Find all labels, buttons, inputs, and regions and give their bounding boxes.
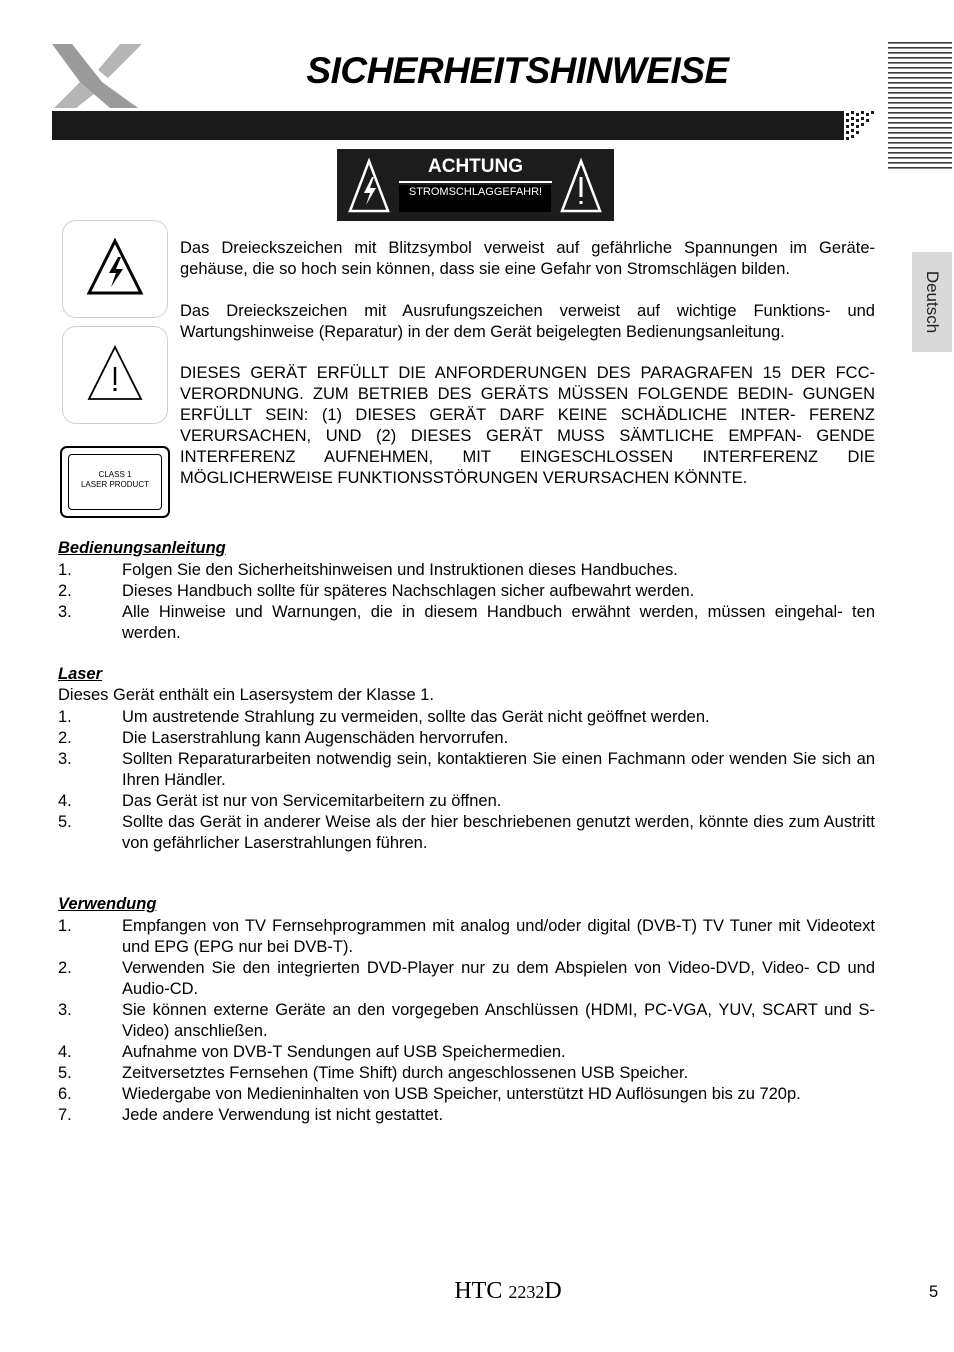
language-tab[interactable] xyxy=(912,252,952,352)
header-bar-pattern xyxy=(838,111,884,140)
list-item: 1. Folgen Sie den Sicherheitshinweisen und Instruktionen dieses Handbuches. xyxy=(58,561,678,579)
laser-class-label xyxy=(60,446,170,518)
section-heading-laser: Laser xyxy=(58,665,103,683)
laser-intro: Dieses Gerät enthält ein Lasersystem der Klasse 1. xyxy=(58,686,435,704)
exclamation-triangle-icon xyxy=(559,157,603,215)
model-prefix: HTC xyxy=(454,1278,503,1304)
page-number: 5 xyxy=(929,1283,939,1301)
list-item: 3. Sie können externe Geräte an den vorgegeben Anschlüssen (HDMI, PC-VGA, YUV, SCART und S-Video) anschließen. xyxy=(58,1001,875,1040)
header-bar xyxy=(52,111,842,140)
list-item: 5. Zeitversetztes Fernsehen (Time Shift) durch angeschlossenen USB Speicher. xyxy=(58,1064,689,1082)
lightning-triangle-icon xyxy=(85,237,145,297)
bedienungsanleitung-list xyxy=(58,560,875,644)
exclamation-icon-card xyxy=(62,326,168,424)
warning-heading: ACHTUNG xyxy=(428,156,523,177)
intro-paragraph-fcc: DIESES GERÄT ERFÜLLT DIE ANFORDERUNGEN DES PARAGRAFEN 15 DER FCC-VERORDNUNG. ZUM BETRIEB DES GERÄTS MÜSSEN FOLGENDE BEDIN- GUNGEN ERFÜLLT SEIN: (1) DIESES GERÄT DARF KEINE SCHÄDLICHE INTER- FERENZ VERURSACHEN, UND (2) DIESES GERÄT MUSS SÄMTLICHE EMPFAN- GENDE INTERFERENZ AUFNEHMEN, MIT EINGESCHLOSSEN INTERFERENZ DIE MÖGLICHERWEISE FUNKTIONSSTÖRUNGEN VERURSACHEN KÖNNTE. xyxy=(180,364,875,487)
corner-stripes xyxy=(888,42,952,172)
section-heading-verwendung: Verwendung xyxy=(58,895,157,913)
page-title: SICHERHEITSHINWEISE xyxy=(306,50,729,91)
list-item: 2. Dieses Handbuch sollte für späteres Nachschlagen sicher aufbewahrt werden. xyxy=(58,582,695,600)
verwendung-list xyxy=(58,916,875,1126)
list-item: 2. Die Laserstrahlung kann Augenschäden hervorrufen. xyxy=(58,729,509,747)
language-tab-label: Deutsch xyxy=(923,270,942,334)
list-item: 3. Sollten Reparaturarbeiten notwendig sein, kontaktieren Sie einen Fachmann oder wenden Sie sich an Ihren Händler. xyxy=(58,750,875,789)
section-heading-bedienungsanleitung: Bedienungsanleitung xyxy=(58,539,226,557)
footer-model-name xyxy=(0,1278,954,1305)
list-item: 1. Um austretende Strahlung zu vermeiden, sollte das Gerät nicht geöffnet werden. xyxy=(58,708,710,726)
list-item: 2. Verwenden Sie den integrierten DVD-Player nur zu dem Abspielen von Video-DVD, Video- CD und Audio-CD. xyxy=(58,959,875,998)
laser-label-line1: CLASS 1 xyxy=(98,470,132,479)
exclamation-triangle-icon xyxy=(85,343,145,403)
list-item: 5. Sollte das Gerät in anderer Weise als der hier beschriebenen genutzt werden, könnte dies zum Austritt von gefährlicher Laserstrahlungen führen. xyxy=(58,813,875,852)
warning-subtext: STROMSCHLAGGEFAHR! xyxy=(408,186,543,198)
laser-label-frame xyxy=(68,454,162,510)
laser-list xyxy=(58,707,875,854)
list-item: 1. Empfangen von TV Fernsehprogrammen mit analog und/oder digital (DVB-T) TV Tuner mit Videotext und EPG (EPG nur bei DVB-T). xyxy=(58,917,875,956)
list-item: 3. Alle Hinweise und Warnungen, die in diesem Handbuch erwähnt werden, müssen eingehal- ten werden. xyxy=(58,603,875,642)
list-item: 7. Jede andere Verwendung ist nicht gestattet. xyxy=(58,1106,444,1124)
lightning-icon-card xyxy=(62,220,168,318)
list-item: 4. Aufnahme von DVB-T Sendungen auf USB Speichermedien. xyxy=(58,1043,566,1061)
intro-paragraph-1: Das Dreieckszeichen mit Blitzsymbol verweist auf gefährliche Spannungen im Geräte- gehäuse, die so hoch sein können, dass sie eine Gefahr von Stromschlägen bilden. xyxy=(180,239,875,278)
model-suffix: D xyxy=(544,1278,562,1304)
warning-divider xyxy=(399,181,552,183)
list-item: 6. Wiedergabe von Medieninhalten von USB Speicher, unterstützt HD Auflösungen bis zu 720p. xyxy=(58,1085,801,1103)
list-item: 4. Das Gerät ist nur von Servicemitarbeitern zu öffnen. xyxy=(58,792,502,810)
laser-label-line2: LASER PRODUCT xyxy=(80,480,149,489)
warning-label xyxy=(337,149,614,221)
intro-paragraph-2: Das Dreieckszeichen mit Ausrufungszeichen verweist auf wichtige Funktions- und Wartungshinweise (Reparatur) in der dem Gerät beigelegten Bedienungsanleitung. xyxy=(180,302,875,341)
model-number: 2232 xyxy=(508,1282,545,1302)
